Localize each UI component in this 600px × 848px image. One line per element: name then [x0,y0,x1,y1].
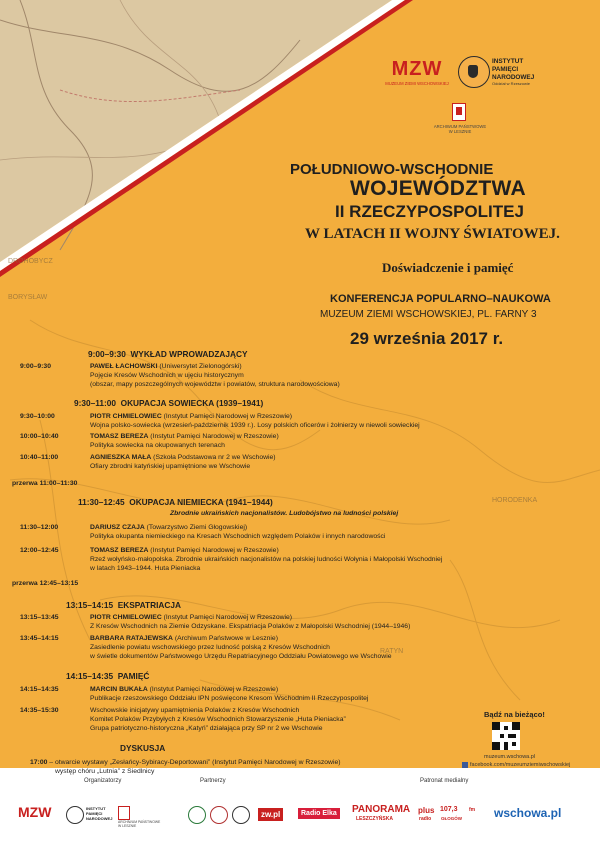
qr-code-icon[interactable] [492,722,520,750]
item-time: 13:15–13:45 [20,614,59,621]
item-speaker-line: MARCIN BUKAŁA (Instytut Pamięci Narodowej w Rzeszowie) [90,686,279,693]
media-logo-panorama: PANORAMA [352,804,411,815]
item-speaker-line: TOMASZ BEREZA (Instytut Pamięci Narodowej w Rzeszowie) [90,547,279,554]
item-time: 9:00–9:30 [20,363,51,370]
footer [0,768,600,848]
item-time: 13:45–14:15 [20,635,59,642]
website-link[interactable]: muzeum.wschowa.pl [484,754,536,760]
session-header: 13:15–14:15 EKSPATRIACJA [66,600,181,610]
partner-badge-icon [210,806,228,824]
break-label: przerwa 11:00–11:30 [12,480,78,487]
item-text: Z Kresów Wschodnich na Ziemie Odzyskane. Ekspatriacja Polaków z Małopolski Wschodniej (1944–1946) [90,623,411,630]
item-text: w świetle dokumentów Państwowego Urzędu Repatriacyjnego Oddziału Powiatowego we Wschowie [90,653,392,660]
item-speaker-line: PAWEŁ ŁACHOWSKI (Uniwersytet Zielonogórski) [90,363,242,370]
title-line-4: W LATACH II WOJNY ŚWIATOWEJ. [305,226,560,242]
item-speaker-line: BARBARA RATAJEWSKA (Archiwum Państwowe w Lesznie) [90,635,278,642]
title-line-3: II RZECZYPOSPOLITEJ [335,202,524,221]
final-line: występ chóru „Lutnia” z Siedlnicy [55,768,155,775]
session-header: 9:30–11:00 OKUPACJA SOWIECKA (1939–1941) [74,398,264,408]
media-logo-glogow: GŁOGÓW [441,816,462,821]
footer-ipn-logo: INSTYTUT PAMIĘCI NARODOWEJ [86,806,113,821]
mzw-logo: MZW MUZEUM ZIEMI WSCHOWSKIEJ [385,58,449,86]
media-logo-radio-elka: Radio Elka [298,808,340,819]
item-speaker-line: PIOTR CHMIELOWIEC (Instytut Pamięci Narodowej w Rzeszowie) [90,614,293,621]
title-subtitle: Doświadczenie i pamięć [382,260,514,275]
session-subtitle: Zbrodnie ukraińskich nacjonalistów. Ludobójstwo na ludności polskiej [170,510,399,517]
footer-archiwum-icon [118,806,130,820]
item-time: 10:40–11:00 [20,454,59,461]
item-time: 14:35–15:30 [20,707,59,714]
item-time: 10:00–10:40 [20,433,59,440]
footer-archiwum-logo: ARCHIWUM PAŃSTWOWE W LESZNIE [118,820,161,828]
item-text: Ofiary zbrodni katyńskiej upamiętnione we Wschowie [90,463,251,470]
break-label: przerwa 12:45–13:15 [12,580,79,587]
item-text: Wojna polsko-sowiecka (wrzesień-październik 1939 r.). Losy polskich oficerów i żołnierzy w niewoli sowieckiej [90,422,420,429]
session-header: 9:00–9:30 WYKŁAD WPROWADZAJĄCY [88,349,248,359]
item-speaker-line: AGNIESZKA MAŁA (Szkoła Podstawowa nr 2 we Wschowie) [90,454,276,461]
media-logo-panorama-sub: LESZCZYŃSKA [356,816,393,822]
ipn-eagle-icon [458,56,490,88]
item-text: Polityka okupanta niemieckiego na Kresach Wschodnich względem Polaków i innych narodowości [90,533,386,540]
cta-text: Bądź na bieżąco! [484,710,545,719]
item-text: Grupa patriotyczno-historyczna „Katyń” działająca przy SP nr 2 we Wschowie [90,725,323,732]
media-logo-plus-sub: radio [419,816,432,822]
partner-badge-icon [188,806,206,824]
item-text: Publikacje rzeszowskiego Oddziału IPN poświęcone Kresom Wschodnim II Rzeczypospolitej [90,695,369,702]
item-speaker-line: Wschowskie inicjatywy upamiętnienia Polaków z Kresów Wschodnich [90,707,300,714]
footer-ipn-eagle-icon [66,806,84,824]
footer-mzw-logo: MZW [18,804,52,820]
footer-organizers-label: Organizatorzy [84,778,122,784]
footer-media-label: Patronat medialny [420,778,469,784]
conference-date: 29 września 2017 r. [350,329,504,348]
item-text: Pojęcie Kresów Wschodnich w ujęciu historycznym [90,372,244,379]
map-label: DROHOBYCZ [8,258,53,265]
item-text: Polityka sowiecka na okupowanych terenach [90,442,225,449]
partner-badge-icon [232,806,250,824]
media-logo-wschowa: wschowa.pl [494,806,562,820]
item-text: Rzeź wołyńsko-małopolska. Zbrodnie ukraińskich nacjonalistów na polskiej ludności Wołynia i Małopolski Wschodniej [90,556,443,563]
facebook-link[interactable]: facebook.com/muzeumziemiwschowskiej [470,762,571,768]
item-time: 11:30–12:00 [20,524,59,531]
ipn-logo: INSTYTUT PAMIĘCI NARODOWEJ Oddział w Rzeszowie [492,58,535,87]
title-line-2: WOJEWÓDZTWA [350,177,526,200]
session-header: DYSKUSJA [120,743,166,753]
session-header: 11:30–12:45 OKUPACJA NIEMIECKA (1941–1944) [78,497,273,507]
conference-venue: MUZEUM ZIEMI WSCHOWSKIEJ, PL. FARNY 3 [320,309,537,320]
item-time: 12:00–12:45 [20,547,59,554]
item-text: Komitet Polaków Przybyłych z Kresów Wschodnich Stowarzyszenie „Huta Pieniacka” [90,716,346,723]
session-header: 14:15–14:35 PAMIĘĆ [66,671,150,681]
archiwum-logo: ARCHIWUM PAŃSTWOWE W LESZNIE [433,124,487,134]
item-speaker-line: PIOTR CHMIELOWIEC (Instytut Pamięci Narodowej w Rzeszowie) [90,413,293,420]
item-text: (obszar, mapy poszczególnych województw i powiatów, struktura narodowościowa) [90,381,340,388]
conference-type: KONFERENCJA POPULARNO–NAUKOWA [330,293,551,305]
archiwum-icon [452,103,466,121]
media-logo-plus: plus [418,806,435,815]
map-label: RATYN [380,648,404,655]
item-time: 9:30–10:00 [20,413,55,420]
item-text: w latach 1943–1944. Huta Pieniacka [90,565,201,572]
media-logo-zw: zw.pl [258,808,283,821]
map-label: BORYSŁAW [8,294,48,301]
footer-partners-label: Partnerzy [200,778,226,784]
item-speaker-line: DARIUSZ CZAJA (Towarzystwo Ziemi Głogowskiej) [90,524,248,531]
item-text: Zasiedlenie powiatu wschowskiego przez ludność polską z Kresów Wschodnich [90,644,330,651]
map-label: HORODENKA [492,497,538,504]
title-line-1: POŁUDNIOWO-WSCHODNIE [290,161,494,178]
final-line: 17:00 – otwarcie wystawy „Zesłańcy-Sybiracy-Deportowani” (Instytut Pamięci Narodowej w Rzeszowie) [30,759,341,766]
media-logo-fm: fm [469,807,476,813]
item-speaker-line: TOMASZ BEREZA (Instytut Pamięci Narodowej w Rzeszowie) [90,433,279,440]
media-logo-frequency: 107,3 [440,806,458,813]
item-time: 14:15–14:35 [20,686,59,693]
